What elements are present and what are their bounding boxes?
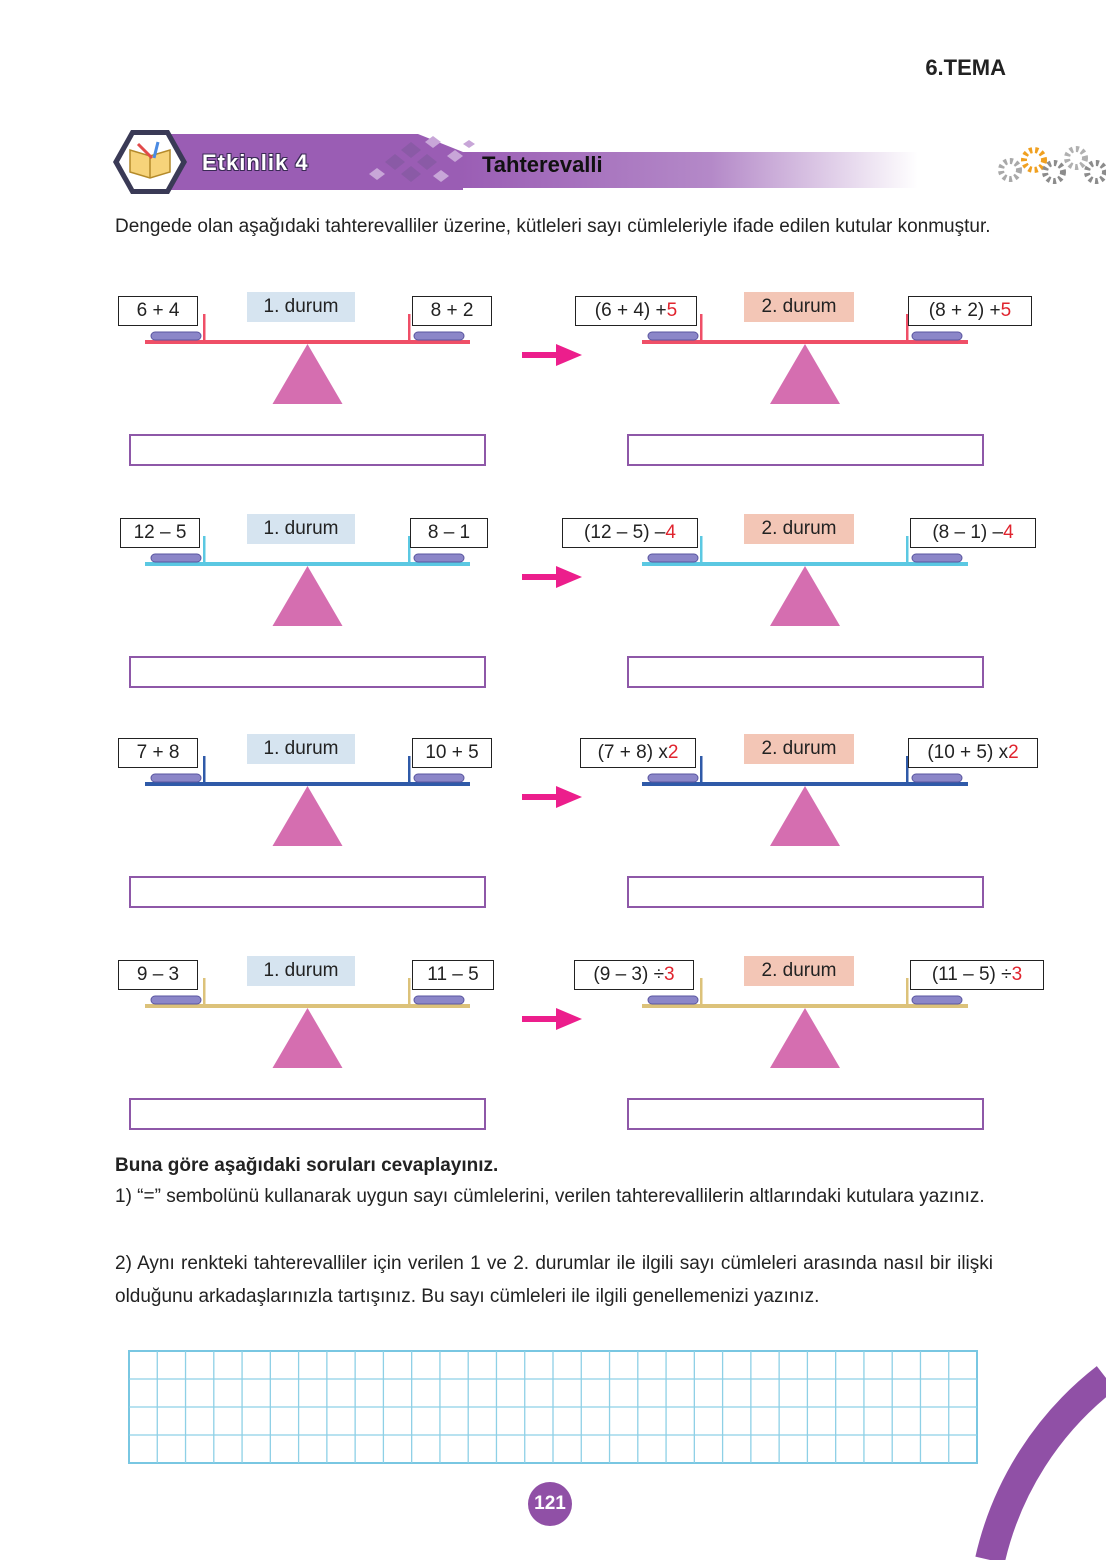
arrow-icon <box>522 1016 558 1022</box>
answer-box-state-2[interactable] <box>627 656 984 688</box>
state-1-label: 1. durum <box>247 956 355 986</box>
seesaw-seat <box>648 774 698 782</box>
seesaw-seat <box>414 554 464 562</box>
activity-label: Etkinlik 4 <box>202 150 309 175</box>
seesaw-post <box>700 536 703 564</box>
answer-box-state-1[interactable] <box>129 434 486 466</box>
seesaw-seat <box>151 554 201 562</box>
left-expression-state-2: (9 – 3) ÷ 3 <box>574 960 694 990</box>
seesaw-post <box>408 756 411 784</box>
activity-book-icon <box>112 128 188 196</box>
arrow-icon-head <box>556 344 582 366</box>
seesaw-fulcrum <box>770 1008 840 1068</box>
seesaw-row-2 <box>0 514 1106 729</box>
question-2: 2) Aynı renkteki tahterevalliler için verilen 1 ve 2. durumlar ile ilgili sayı cümleleri arasında nasıl bir ilişki olduğunu arkadaşlarınızla tartışınız. Bu sayı cümleleri ile ilgili genellemenizi yazınız. <box>115 1253 993 1307</box>
diamond-pattern-icon <box>365 132 480 188</box>
seesaw-post <box>906 536 909 564</box>
seesaw-post <box>203 978 206 1006</box>
seesaw-post <box>408 314 411 342</box>
state-2-label: 2. durum <box>744 514 854 544</box>
seesaw-seat <box>648 332 698 340</box>
answer-box-state-1[interactable] <box>129 656 486 688</box>
question-1: 1) “=” sembolünü kullanarak uygun sayı cümlelerini, verilen tahterevallilerin altlarındaki kutulara yazınız. <box>115 1186 985 1207</box>
left-expression-state-1: 9 – 3 <box>118 960 198 990</box>
seesaw-beam <box>642 782 968 786</box>
seesaw-fulcrum <box>273 1008 343 1068</box>
seesaw-seat <box>151 332 201 340</box>
seesaw-fulcrum <box>770 566 840 626</box>
state-1-label: 1. durum <box>247 514 355 544</box>
seesaw-beam <box>145 340 470 344</box>
seesaw-seat <box>414 332 464 340</box>
seesaw-row-1 <box>0 292 1106 507</box>
left-expression-state-2: (12 – 5) – 4 <box>562 518 698 548</box>
right-expression-state-1: 10 + 5 <box>412 738 492 768</box>
seesaw-seat <box>648 554 698 562</box>
seesaw-beam <box>145 562 470 566</box>
seesaw-post <box>203 536 206 564</box>
right-expression-state-1: 8 – 1 <box>410 518 488 548</box>
seesaw-seat <box>414 996 464 1004</box>
seesaw-seat <box>912 554 962 562</box>
right-expression-state-2: (10 + 5) x 2 <box>908 738 1038 768</box>
seesaw-beam <box>145 1004 470 1008</box>
seesaw-seat <box>912 774 962 782</box>
state-1-label: 1. durum <box>247 292 355 322</box>
theme-label: 6.TEMA <box>925 55 1006 80</box>
seesaw-fulcrum <box>273 566 343 626</box>
seesaw-seat <box>151 774 201 782</box>
arrow-icon-head <box>556 786 582 808</box>
left-expression-state-1: 7 + 8 <box>118 738 198 768</box>
seesaw-post <box>408 978 411 1006</box>
right-expression-state-2: (11 – 5) ÷ 3 <box>910 960 1044 990</box>
seesaw-seat <box>151 996 201 1004</box>
answer-box-state-2[interactable] <box>627 876 984 908</box>
arrow-icon-head <box>556 1008 582 1030</box>
seesaw-row-4 <box>0 956 1106 1171</box>
seesaw-post <box>203 314 206 342</box>
answer-box-state-2[interactable] <box>627 434 984 466</box>
arrow-icon <box>522 794 558 800</box>
seesaw-beam <box>642 1004 968 1008</box>
seesaw-post <box>700 314 703 342</box>
arrow-icon-head <box>556 566 582 588</box>
seesaw-seat <box>912 332 962 340</box>
seesaw-beam <box>642 340 968 344</box>
seesaw-fulcrum <box>770 786 840 846</box>
answer-box-state-2[interactable] <box>627 1098 984 1130</box>
right-expression-state-1: 11 – 5 <box>412 960 494 990</box>
state-2-label: 2. durum <box>744 292 854 322</box>
answer-box-state-1[interactable] <box>129 876 486 908</box>
right-expression-state-2: (8 – 1) – 4 <box>910 518 1036 548</box>
answer-grid[interactable] <box>128 1350 980 1466</box>
seesaw-row-3 <box>0 734 1106 949</box>
answer-box-state-1[interactable] <box>129 1098 486 1130</box>
gears-icon <box>996 142 1106 190</box>
right-expression-state-2: (8 + 2) + 5 <box>908 296 1032 326</box>
seesaw-seat <box>648 996 698 1004</box>
page-number: 121 <box>528 1482 572 1526</box>
seesaw-post <box>700 756 703 784</box>
state-2-label: 2. durum <box>744 956 854 986</box>
right-expression-state-1: 8 + 2 <box>412 296 492 326</box>
seesaw-fulcrum <box>770 344 840 404</box>
left-expression-state-2: (7 + 8) x 2 <box>580 738 696 768</box>
seesaw-post <box>906 978 909 1006</box>
left-expression-state-1: 12 – 5 <box>120 518 200 548</box>
seesaw-post <box>203 756 206 784</box>
seesaw-seat <box>414 774 464 782</box>
seesaw-beam <box>642 562 968 566</box>
seesaw-seat <box>912 996 962 1004</box>
seesaw-fulcrum <box>273 344 343 404</box>
state-1-label: 1. durum <box>247 734 355 764</box>
left-expression-state-2: (6 + 4) + 5 <box>575 296 697 326</box>
arrow-icon <box>522 352 558 358</box>
arrow-icon <box>522 574 558 580</box>
seesaw-fulcrum <box>273 786 343 846</box>
seesaw-beam <box>145 782 470 786</box>
intro-text: Dengede olan aşağıdaki tahterevalliler üzerine, kütleleri sayı cümleleriyle ifade edilen kutular konmuştur. <box>115 216 991 237</box>
activity-title: Tahterevalli <box>482 152 603 177</box>
state-2-label: 2. durum <box>744 734 854 764</box>
left-expression-state-1: 6 + 4 <box>118 296 198 326</box>
questions-heading: Buna göre aşağıdaki soruları cevaplayınız. <box>115 1155 499 1176</box>
seesaw-post <box>700 978 703 1006</box>
